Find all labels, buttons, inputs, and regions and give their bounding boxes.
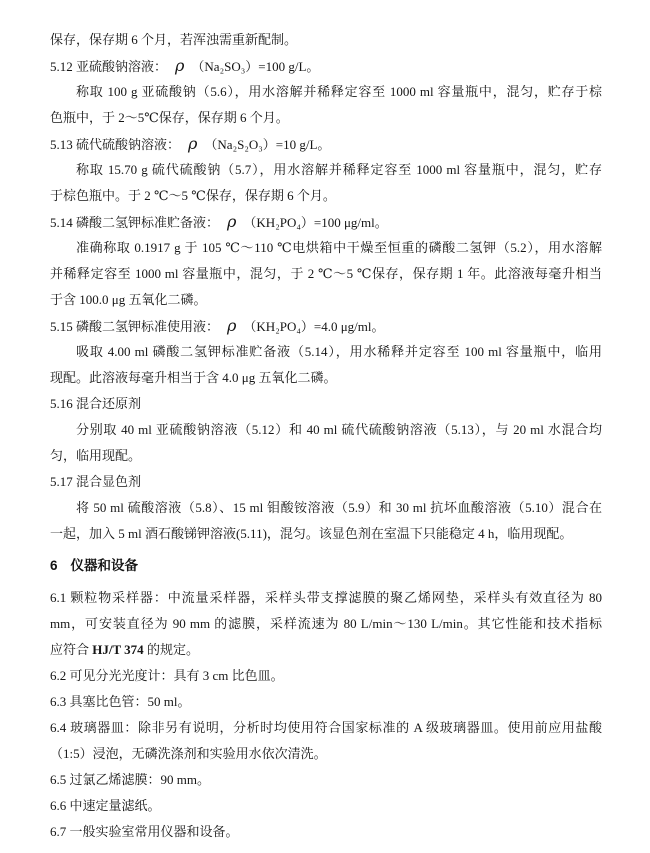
clause-5.15-line-2: 现配。此溶液每毫升相当于含 4.0 μg 五氧化二磷。	[50, 370, 337, 385]
clause-5.13-line-1: 称取 15.70 g 硫代硫酸钠（5.7），用水溶解并稀释定容至 1000 ml 容量瓶中，混匀，贮存	[76, 162, 602, 177]
clause-label: 5.13 硫代硫酸钠溶液：	[50, 137, 181, 152]
clause-5.16-line-1: 分别取 40 ml 亚硫酸钠溶液（5.12）和 40 ml 硫代硫酸钠溶液（5.13），与 20 ml 水混合均	[76, 422, 602, 437]
formula-text: （Na₂SO₃）=100 g/L。	[191, 59, 320, 74]
formula-text: （Na₂S₂O₃）=10 g/L。	[204, 137, 331, 152]
formula-text: （KH₂PO₄）=100 μg/ml。	[243, 215, 388, 230]
chapter-title: 仪器和设备	[70, 558, 139, 573]
chapter-6-heading	[50, 553, 602, 579]
clause-5.12-line-1: 称取 100 g 亚硫酸钠（5.6），用水溶解并稀释定容至 1000 ml 容量瓶中，混匀，贮存于棕	[76, 84, 602, 99]
clause-5.15-line-1: 吸取 4.00 ml 磷酸二氢钾标准贮备液（5.14），用水稀释并定容至 100 ml 容量瓶中，临用	[76, 344, 602, 359]
document-page	[50, 27, 602, 845]
formula-text: （KH₂PO₄）=4.0 μg/ml。	[243, 319, 385, 334]
clause-5.16-title: 5.16 混合还原剂	[50, 396, 142, 411]
clause-5.16-line-2: 匀，临用现配。	[50, 448, 142, 463]
clause-5.12-line-2: 色瓶中，于 2～5℃保存，保存期 6 个月。	[50, 110, 289, 125]
rho-symbol: ρ	[175, 56, 185, 75]
clause-6.1-line-3	[50, 637, 602, 663]
clause-6.1-line-1: 6.1 颗粒物采样器：中流量采样器，采样头带支撑滤膜的聚乙烯网垫，采样头有效直径为 80	[50, 590, 602, 605]
clause-5.14-line-2: 并稀释定容至 1000 ml 容量瓶中，混匀，于 2 ℃～5 ℃保存，保存期 1 年。此溶液每毫升相当	[50, 266, 602, 281]
rho-symbol: ρ	[188, 134, 198, 153]
clause-6.5: 6.5 过氯乙烯滤膜：90 mm。	[50, 772, 210, 787]
clause-5.17-title: 5.17 混合显色剂	[50, 474, 142, 489]
clause-5.15-title	[50, 313, 602, 339]
text-before-standard-ref: 应符合	[50, 642, 93, 657]
clause-5.13-title	[50, 131, 602, 157]
clause-5.13-line-2: 于棕色瓶中。于 2 ℃～5 ℃保存，保存期 6 个月。	[50, 188, 336, 203]
clause-6.7: 6.7 一般实验室常用仪器和设备。	[50, 824, 239, 839]
clause-6.2: 6.2 可见分光光度计：具有 3 cm 比色皿。	[50, 668, 284, 683]
clause-6.4-line-1: 6.4 玻璃器皿：除非另有说明，分析时均使用符合国家标准的 A 级玻璃器皿。使用前应用盐酸	[50, 720, 602, 735]
clause-5.12-title	[50, 53, 602, 79]
carryover-from-5.11: 保存，保存期 6 个月，若浑浊需重新配制。	[50, 32, 298, 47]
clause-5.17-line-1: 将 50 ml 硫酸溶液（5.8）、15 ml 钼酸铵溶液（5.9）和 30 ml 抗坏血酸溶液（5.10）混合在	[76, 500, 602, 515]
clause-6.4-line-2: （1:5）浸泡，无磷洗涤剂和实验用水依次清洗。	[50, 746, 327, 761]
clause-5.14-line-1: 准确称取 0.1917 g 于 105 ℃～110 ℃电烘箱中干燥至恒重的磷酸二氢钾（5.2），用水溶解	[76, 240, 602, 255]
clause-6.6: 6.6 中速定量滤纸。	[50, 798, 161, 813]
standard-ref: HJ/T 374	[92, 642, 144, 657]
clause-5.17-line-2: 一起，加入 5 ml 酒石酸锑钾溶液(5.11)，混匀。该显色剂在室温下只能稳定 4 h，临用现配。	[50, 526, 573, 541]
clause-label: 5.12 亚硫酸钠溶液：	[50, 59, 168, 74]
chapter-number: 6	[50, 558, 58, 573]
rho-symbol: ρ	[227, 212, 237, 231]
clause-5.14-line-3: 于含 100.0 μg 五氧化二磷。	[50, 292, 207, 307]
clause-6.1-line-2: mm，可安装直径为 90 mm 的滤膜，采样流速为 80 L/min～130 L/min。其它性能和技术指标	[50, 616, 602, 631]
clause-label: 5.15 磷酸二氢钾标准使用液：	[50, 319, 220, 334]
clause-5.14-title	[50, 209, 602, 235]
rho-symbol: ρ	[227, 316, 237, 335]
clause-6.3: 6.3 具塞比色管：50 ml。	[50, 694, 191, 709]
clause-label: 5.14 磷酸二氢钾标准贮备液：	[50, 215, 220, 230]
text-after-standard-ref: 的规定。	[143, 642, 199, 657]
